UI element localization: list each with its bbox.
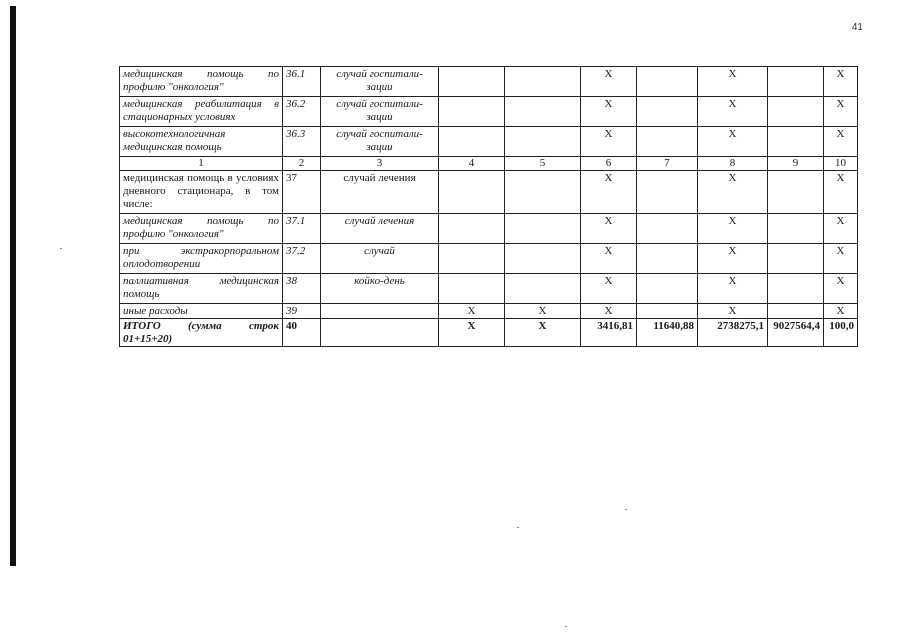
cell-c4	[439, 67, 505, 97]
cell-c4: X	[439, 304, 505, 319]
cell-c8: X	[698, 214, 768, 244]
scan-speck	[565, 626, 567, 627]
cell-code: 36.3	[283, 127, 321, 157]
page-number: 41	[851, 22, 863, 33]
total-col-6: 3416,81	[581, 319, 637, 347]
cell-c10: X	[824, 274, 858, 304]
total-col-4: X	[439, 319, 505, 347]
table-row	[120, 274, 858, 304]
column-number-row	[120, 157, 858, 171]
total-unit	[321, 319, 439, 347]
cell-c8: X	[698, 244, 768, 274]
cell-c9	[768, 244, 824, 274]
cell-c9	[768, 214, 824, 244]
cell-c6: X	[581, 214, 637, 244]
cell-c5: X	[505, 304, 581, 319]
cell-name: паллиативная медицинская помощь	[120, 274, 283, 304]
cell-c5	[505, 67, 581, 97]
cell-c5	[505, 214, 581, 244]
cell-unit: случай лечения	[321, 214, 439, 244]
cell-c7	[637, 244, 698, 274]
cell-c9	[768, 274, 824, 304]
column-number: 5	[505, 157, 581, 171]
column-number: 1	[120, 157, 283, 171]
cell-c9	[768, 97, 824, 127]
cell-code: 37.1	[283, 214, 321, 244]
table-row	[120, 127, 858, 157]
cell-c6: X	[581, 274, 637, 304]
cell-c7	[637, 127, 698, 157]
cell-unit: случай госпитали-зации	[321, 97, 439, 127]
cell-name: медицинская помощь по профилю "онкология"	[120, 67, 283, 97]
total-col-7: 11640,88	[637, 319, 698, 347]
cell-c4	[439, 214, 505, 244]
cell-name: иные расходы	[120, 304, 283, 319]
cell-name: при экстракорпоральном оплодотворении	[120, 244, 283, 274]
cell-code: 39	[283, 304, 321, 319]
cell-c10: X	[824, 171, 858, 214]
total-name: ИТОГО (сумма строк 01+15+20)	[120, 319, 283, 347]
column-number: 6	[581, 157, 637, 171]
cell-c6: X	[581, 97, 637, 127]
total-col-5: X	[505, 319, 581, 347]
cell-c7	[637, 67, 698, 97]
table-body-bottom	[120, 171, 858, 319]
cell-c7	[637, 97, 698, 127]
cell-c9	[768, 304, 824, 319]
cell-c8: X	[698, 97, 768, 127]
cell-c6: X	[581, 171, 637, 214]
column-number: 2	[283, 157, 321, 171]
cell-name: медицинская реабилитация в стационарных условиях	[120, 97, 283, 127]
column-number: 8	[698, 157, 768, 171]
total-col-9: 9027564,4	[768, 319, 824, 347]
cell-c4	[439, 97, 505, 127]
cell-c8: X	[698, 304, 768, 319]
cell-c6: X	[581, 127, 637, 157]
column-number: 9	[768, 157, 824, 171]
cell-c5	[505, 97, 581, 127]
cell-code: 37	[283, 171, 321, 214]
cell-name: медицинская помощь в условиях дневного стационара, в том числе:	[120, 171, 283, 214]
cell-c5	[505, 274, 581, 304]
cell-c5	[505, 171, 581, 214]
cell-code: 37.2	[283, 244, 321, 274]
cell-c5	[505, 244, 581, 274]
cell-c10: X	[824, 97, 858, 127]
column-number-row-group	[120, 157, 858, 171]
cell-code: 36.2	[283, 97, 321, 127]
cell-c9	[768, 127, 824, 157]
column-number: 3	[321, 157, 439, 171]
cell-c6: X	[581, 304, 637, 319]
cell-c9	[768, 67, 824, 97]
table-body-top	[120, 67, 858, 157]
column-number: 10	[824, 157, 858, 171]
cell-c8: X	[698, 67, 768, 97]
cell-c4	[439, 127, 505, 157]
cell-c7	[637, 214, 698, 244]
cell-c7	[637, 274, 698, 304]
cell-c6: X	[581, 67, 637, 97]
cell-c4	[439, 274, 505, 304]
table-row	[120, 97, 858, 127]
cell-c4	[439, 171, 505, 214]
cell-c7	[637, 171, 698, 214]
cell-name: медицинская помощь по профилю "онкология"	[120, 214, 283, 244]
cell-code: 38	[283, 274, 321, 304]
cell-c10: X	[824, 214, 858, 244]
cell-c10: X	[824, 304, 858, 319]
cell-unit: койко-день	[321, 274, 439, 304]
cell-c8: X	[698, 127, 768, 157]
cell-c6: X	[581, 244, 637, 274]
scan-speck	[625, 509, 627, 510]
summary-table	[119, 66, 858, 347]
cell-name: высокотехнологичная медицинская помощь	[120, 127, 283, 157]
scan-speck	[60, 248, 62, 249]
cell-c5	[505, 127, 581, 157]
scan-edge-shadow	[10, 6, 16, 566]
cell-c8: X	[698, 274, 768, 304]
cell-c10: X	[824, 127, 858, 157]
cell-c10: X	[824, 244, 858, 274]
column-number: 4	[439, 157, 505, 171]
total-col-10: 100,0	[824, 319, 858, 347]
table-row	[120, 244, 858, 274]
total-row-group	[120, 319, 858, 347]
cell-c4	[439, 244, 505, 274]
column-number: 7	[637, 157, 698, 171]
cell-c9	[768, 171, 824, 214]
total-col-8: 2738275,1	[698, 319, 768, 347]
cell-c7	[637, 304, 698, 319]
scan-speck	[517, 527, 519, 528]
cell-code: 36.1	[283, 67, 321, 97]
cell-c8: X	[698, 171, 768, 214]
cell-unit: случай лечения	[321, 171, 439, 214]
total-code: 40	[283, 319, 321, 347]
cell-unit	[321, 304, 439, 319]
cell-unit: случай	[321, 244, 439, 274]
cell-c10: X	[824, 67, 858, 97]
table-row	[120, 171, 858, 214]
cell-unit: случай госпитали-зации	[321, 127, 439, 157]
table-row	[120, 67, 858, 97]
table-row	[120, 304, 858, 319]
total-row	[120, 319, 858, 347]
table-row	[120, 214, 858, 244]
cell-unit: случай госпитали-зации	[321, 67, 439, 97]
